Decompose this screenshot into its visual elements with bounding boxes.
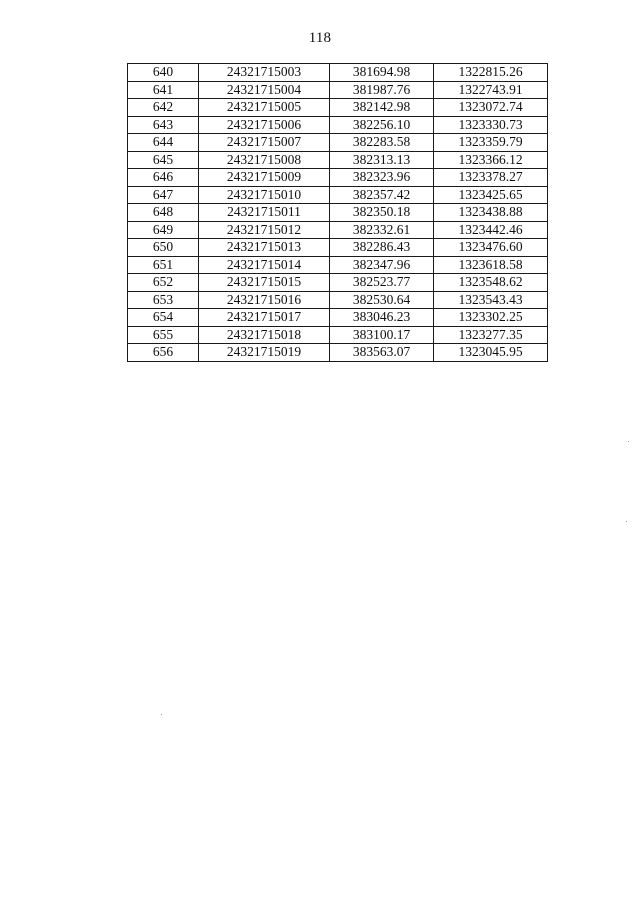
table-row bbox=[128, 239, 548, 257]
point-id-cell: 24321715018 bbox=[199, 326, 330, 344]
y-coordinate-cell: 1323366.12 bbox=[434, 151, 548, 169]
table-row bbox=[128, 274, 548, 292]
table-row bbox=[128, 169, 548, 187]
table-row bbox=[128, 81, 548, 99]
point-number-cell: 655 bbox=[128, 326, 199, 344]
point-id-cell: 24321715012 bbox=[199, 221, 330, 239]
point-number-cell: 651 bbox=[128, 256, 199, 274]
scan-speck bbox=[161, 714, 162, 715]
point-number-cell: 649 bbox=[128, 221, 199, 239]
y-coordinate-cell: 1323302.25 bbox=[434, 309, 548, 327]
x-coordinate-cell: 382256.10 bbox=[330, 116, 434, 134]
x-coordinate-cell: 382313.13 bbox=[330, 151, 434, 169]
point-id-cell: 24321715017 bbox=[199, 309, 330, 327]
x-coordinate-cell: 382357.42 bbox=[330, 186, 434, 204]
point-id-cell: 24321715016 bbox=[199, 291, 330, 309]
page-number: 118 bbox=[308, 30, 332, 46]
point-id-cell: 24321715019 bbox=[199, 344, 330, 362]
table-row bbox=[128, 186, 548, 204]
x-coordinate-cell: 382350.18 bbox=[330, 204, 434, 222]
point-number-cell: 656 bbox=[128, 344, 199, 362]
point-number-cell: 648 bbox=[128, 204, 199, 222]
point-number-cell: 640 bbox=[128, 64, 199, 82]
point-id-cell: 24321715004 bbox=[199, 81, 330, 99]
x-coordinate-cell: 383563.07 bbox=[330, 344, 434, 362]
y-coordinate-cell: 1323442.46 bbox=[434, 221, 548, 239]
point-id-cell: 24321715009 bbox=[199, 169, 330, 187]
table-row bbox=[128, 116, 548, 134]
point-number-cell: 653 bbox=[128, 291, 199, 309]
table-row bbox=[128, 99, 548, 117]
point-number-cell: 643 bbox=[128, 116, 199, 134]
table-row bbox=[128, 291, 548, 309]
table-row bbox=[128, 221, 548, 239]
point-id-cell: 24321715013 bbox=[199, 239, 330, 257]
x-coordinate-cell: 382530.64 bbox=[330, 291, 434, 309]
point-id-cell: 24321715006 bbox=[199, 116, 330, 134]
point-number-cell: 647 bbox=[128, 186, 199, 204]
point-id-cell: 24321715003 bbox=[199, 64, 330, 82]
x-coordinate-cell: 383046.23 bbox=[330, 309, 434, 327]
y-coordinate-cell: 1323072.74 bbox=[434, 99, 548, 117]
table-row bbox=[128, 326, 548, 344]
x-coordinate-cell: 382347.96 bbox=[330, 256, 434, 274]
x-coordinate-cell: 382523.77 bbox=[330, 274, 434, 292]
point-number-cell: 654 bbox=[128, 309, 199, 327]
y-coordinate-cell: 1323359.79 bbox=[434, 134, 548, 152]
x-coordinate-cell: 382286.43 bbox=[330, 239, 434, 257]
x-coordinate-cell: 382323.96 bbox=[330, 169, 434, 187]
coordinates-table bbox=[127, 63, 548, 362]
y-coordinate-cell: 1322815.26 bbox=[434, 64, 548, 82]
point-number-cell: 646 bbox=[128, 169, 199, 187]
x-coordinate-cell: 383100.17 bbox=[330, 326, 434, 344]
table-row bbox=[128, 64, 548, 82]
y-coordinate-cell: 1323543.43 bbox=[434, 291, 548, 309]
point-id-cell: 24321715010 bbox=[199, 186, 330, 204]
x-coordinate-cell: 382332.61 bbox=[330, 221, 434, 239]
point-number-cell: 652 bbox=[128, 274, 199, 292]
y-coordinate-cell: 1323045.95 bbox=[434, 344, 548, 362]
point-number-cell: 645 bbox=[128, 151, 199, 169]
table-row bbox=[128, 151, 548, 169]
scan-speck bbox=[628, 441, 629, 442]
table-row bbox=[128, 256, 548, 274]
y-coordinate-cell: 1323425.65 bbox=[434, 186, 548, 204]
y-coordinate-cell: 1323330.73 bbox=[434, 116, 548, 134]
table-row bbox=[128, 204, 548, 222]
coordinates-table-body bbox=[128, 64, 548, 362]
point-id-cell: 24321715007 bbox=[199, 134, 330, 152]
y-coordinate-cell: 1322743.91 bbox=[434, 81, 548, 99]
point-id-cell: 24321715008 bbox=[199, 151, 330, 169]
x-coordinate-cell: 381987.76 bbox=[330, 81, 434, 99]
x-coordinate-cell: 382142.98 bbox=[330, 99, 434, 117]
y-coordinate-cell: 1323548.62 bbox=[434, 274, 548, 292]
y-coordinate-cell: 1323618.58 bbox=[434, 256, 548, 274]
point-number-cell: 641 bbox=[128, 81, 199, 99]
x-coordinate-cell: 381694.98 bbox=[330, 64, 434, 82]
point-id-cell: 24321715014 bbox=[199, 256, 330, 274]
y-coordinate-cell: 1323476.60 bbox=[434, 239, 548, 257]
point-id-cell: 24321715015 bbox=[199, 274, 330, 292]
y-coordinate-cell: 1323277.35 bbox=[434, 326, 548, 344]
table-row bbox=[128, 344, 548, 362]
point-id-cell: 24321715005 bbox=[199, 99, 330, 117]
point-number-cell: 642 bbox=[128, 99, 199, 117]
y-coordinate-cell: 1323438.88 bbox=[434, 204, 548, 222]
point-number-cell: 650 bbox=[128, 239, 199, 257]
point-id-cell: 24321715011 bbox=[199, 204, 330, 222]
point-number-cell: 644 bbox=[128, 134, 199, 152]
table-row bbox=[128, 134, 548, 152]
scan-speck bbox=[626, 521, 627, 522]
table-row bbox=[128, 309, 548, 327]
y-coordinate-cell: 1323378.27 bbox=[434, 169, 548, 187]
x-coordinate-cell: 382283.58 bbox=[330, 134, 434, 152]
